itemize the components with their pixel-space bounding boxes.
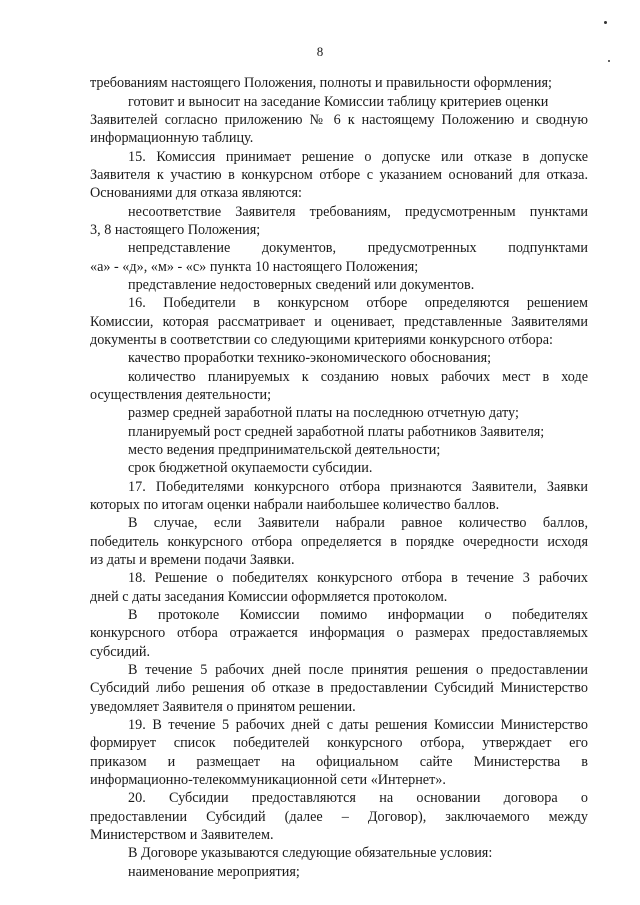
text-line: В течение 5 рабочих дней после принятия решения о предоставлении — [128, 662, 588, 678]
text-line: 18. Решение о победителях конкурсного отбора в течение 3 рабочих — [128, 570, 588, 586]
text-line: требованиям настоящего Положения, полноты и правильности оформления; — [90, 75, 552, 91]
text-line: которых по итогам оценки набрали наибольшее количество баллов. — [90, 497, 500, 513]
text-line: 19. В течение 5 рабочих дней с даты решения Комиссии Министерство — [128, 717, 588, 733]
text-line: Комиссии, которая рассматривает и оценивает, представленные Заявителями — [90, 314, 588, 330]
text-line: формирует список победителей конкурсного отбора, утверждает его — [90, 735, 588, 751]
text-line: осуществления деятельности; — [90, 387, 272, 403]
text-line: предоставлении Субсидий (далее – Договор), заключаемого между — [90, 809, 588, 825]
text-line: документы в соответствии со следующими критериями конкурсного отбора: — [90, 332, 553, 348]
text-line: победитель конкурсного отбора определяется в порядке очередности исходя — [90, 534, 588, 550]
text-line: Заявителя к участию в конкурсном отборе с указанием оснований для отказа. — [90, 167, 588, 183]
text-line: Министерством и Заявителем. — [90, 827, 274, 843]
text-line: приказом и размещает на официальном сайте Министерства в — [90, 754, 588, 770]
page-number: 8 — [316, 44, 324, 59]
text-line: дней с даты заседания Комиссии оформляется протоколом. — [90, 589, 448, 605]
text-line: 20. Субсидии предоставляются на основании договора о — [128, 790, 588, 806]
text-line: В случае, если Заявители набрали равное количество баллов, — [128, 515, 588, 531]
text-line: 17. Победителями конкурсного отбора признаются Заявители, Заявки — [128, 479, 588, 495]
text-line: несоответствие Заявителя требованиям, предусмотренным пунктами — [128, 204, 588, 220]
text-line: 16. Победители в конкурсном отборе определяются решением — [128, 295, 588, 311]
text-line: В протоколе Комиссии помимо информации о победителях — [128, 607, 588, 623]
text-line: В Договоре указываются следующие обязательные условия: — [128, 845, 493, 861]
text-line: готовит и выносит на заседание Комиссии таблицу критериев оценки — [128, 94, 549, 110]
text-line: субсидий. — [90, 644, 151, 660]
scan-speck — [608, 60, 610, 62]
text-line: место ведения предпринимательской деятельности; — [128, 442, 441, 458]
text-line: наименование мероприятия; — [128, 864, 300, 880]
text-line: представление недостоверных сведений или документов. — [128, 277, 475, 293]
text-line: качество проработки технико-экономического обоснования; — [128, 350, 492, 366]
text-line: «а» - «д», «м» - «с» пункта 10 настоящего Положения; — [90, 259, 419, 275]
text-line: информационно-телекоммуникационной сети «Интернет». — [90, 772, 446, 788]
text-line: планируемый рост средней заработной платы работников Заявителя; — [128, 424, 545, 440]
text-line: Основаниями для отказа являются: — [90, 185, 302, 201]
text-line: из даты и времени подачи Заявки. — [90, 552, 295, 568]
text-line: Заявителей согласно приложению № 6 к настоящему Положению и сводную — [90, 112, 588, 128]
text-line: Субсидий либо решения об отказе в предоставлении Субсидий Министерство — [90, 680, 588, 696]
text-line: непредставление документов, предусмотренных подпунктами — [128, 240, 588, 256]
text-line: 3, 8 настоящего Положения; — [90, 222, 261, 238]
scan-speck — [604, 21, 607, 24]
text-line: уведомляет Заявителя о принятом решении. — [90, 699, 356, 715]
text-line: срок бюджетной окупаемости субсидии. — [128, 460, 373, 476]
text-line: количество планируемых к созданию новых рабочих мест в ходе — [128, 369, 588, 385]
text-line: информационную таблицу. — [90, 130, 254, 146]
text-line: 15. Комиссия принимает решение о допуске или отказе в допуске — [128, 149, 588, 165]
text-line: конкурсного отбора отражается информация о размерах предоставляемых — [90, 625, 588, 641]
text-line: размер средней заработной платы на последнюю отчетную дату; — [128, 405, 519, 421]
